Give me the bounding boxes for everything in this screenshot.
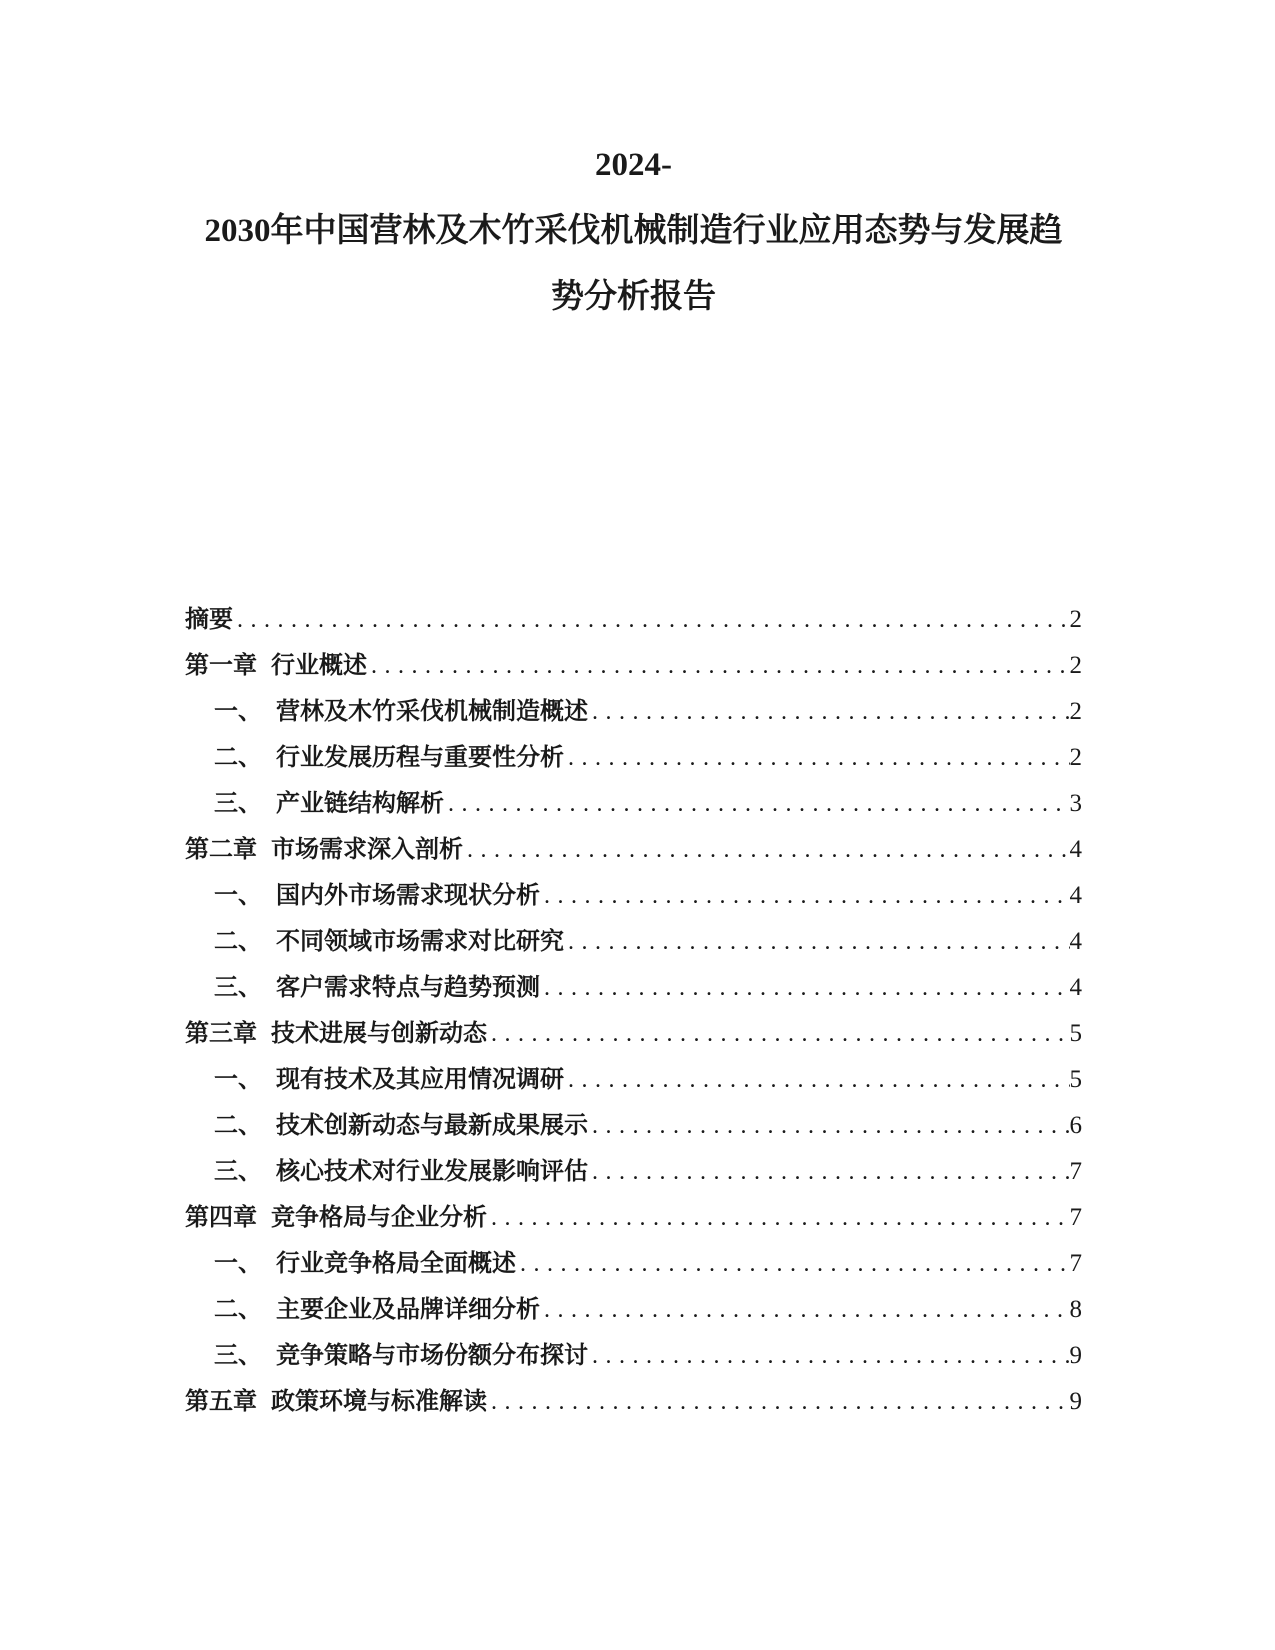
toc-entry-prefix: 三、 [214,790,262,817]
toc-entry-abstract[interactable] [185,597,1082,643]
toc-leader-dots [544,873,1070,919]
document-content [0,132,1275,1425]
toc-entry-prefix: 第三章 [185,1020,257,1047]
toc-page-number: 2 [1069,652,1082,679]
toc-page-number: 2 [1069,744,1082,771]
toc-leader-dots [467,827,1070,873]
report-title [185,132,1082,330]
toc-leader-dots [592,1103,1070,1149]
toc-leader-dots [568,919,1070,965]
toc-page-number: 2 [1069,606,1082,633]
toc-entry-label: 营林及木竹采伐机械制造概述 [276,698,588,725]
toc-leader-dots [491,1011,1070,1057]
toc-entry-prefix: 一、 [214,1250,262,1277]
toc-entry-3-2[interactable] [185,1103,1082,1149]
toc-entry-prefix: 第五章 [185,1388,257,1415]
toc-entry-label: 行业概述 [271,652,367,679]
toc-entry-label: 核心技术对行业发展影响评估 [276,1158,588,1185]
toc-page-number: 7 [1069,1158,1082,1185]
toc-entry-4-2[interactable] [185,1287,1082,1333]
toc-page-number: 8 [1069,1296,1082,1323]
toc-leader-dots [448,781,1070,827]
toc-entry-label: 行业竞争格局全面概述 [276,1250,516,1277]
toc-page-number: 9 [1069,1342,1082,1369]
toc-entry-4-1[interactable] [185,1241,1082,1287]
toc-page-number: 2 [1069,698,1082,725]
toc-leader-dots [491,1195,1070,1241]
toc-entry-3-1[interactable] [185,1057,1082,1103]
toc-entry-chapter-2[interactable] [185,827,1082,873]
toc-page-number: 9 [1069,1388,1082,1415]
toc-entry-label: 技术进展与创新动态 [271,1020,487,1047]
toc-leader-dots [592,689,1070,735]
toc-entry-1-2[interactable] [185,735,1082,781]
toc-page-number: 7 [1069,1250,1082,1277]
toc-page-number: 3 [1069,790,1082,817]
toc-entry-prefix: 第一章 [185,652,257,679]
toc-leader-dots [568,1057,1070,1103]
toc-entry-label: 竞争格局与企业分析 [271,1204,487,1231]
toc-leader-dots [491,1379,1070,1425]
toc-leader-dots [592,1333,1070,1379]
toc-entry-label: 不同领域市场需求对比研究 [276,928,564,955]
toc-page-number: 4 [1069,928,1082,955]
toc-entry-label: 客户需求特点与趋势预测 [276,974,540,1001]
toc-entry-label: 产业链结构解析 [276,790,444,817]
toc-page-number: 4 [1069,836,1082,863]
toc-entry-label: 国内外市场需求现状分析 [276,882,540,909]
toc-entry-label: 政策环境与标准解读 [271,1388,487,1415]
toc-entry-prefix: 一、 [214,882,262,909]
toc-entry-1-1[interactable] [185,689,1082,735]
report-title-line-3: 势分析报告 [551,279,716,315]
toc-entry-chapter-4[interactable] [185,1195,1082,1241]
toc-entry-prefix: 第二章 [185,836,257,863]
toc-entry-prefix: 一、 [214,1066,262,1093]
toc-entry-label: 技术创新动态与最新成果展示 [276,1112,588,1139]
report-title-line-2: 2030年中国营林及木竹采伐机械制造行业应用态势与发展趋 [204,213,1063,249]
table-of-contents [185,597,1082,1425]
toc-entry-chapter-1[interactable] [185,643,1082,689]
toc-leader-dots [520,1241,1070,1287]
toc-entry-label: 市场需求深入剖析 [271,836,463,863]
toc-entry-chapter-3[interactable] [185,1011,1082,1057]
toc-entry-label: 摘要 [185,606,233,633]
toc-entry-2-3[interactable] [185,965,1082,1011]
toc-entry-chapter-5[interactable] [185,1379,1082,1425]
toc-leader-dots [371,643,1070,689]
toc-entry-3-3[interactable] [185,1149,1082,1195]
toc-entry-prefix: 三、 [214,974,262,1001]
toc-entry-prefix: 第四章 [185,1204,257,1231]
toc-entry-label: 现有技术及其应用情况调研 [276,1066,564,1093]
toc-entry-label: 竞争策略与市场份额分布探讨 [276,1342,588,1369]
toc-page-number: 5 [1069,1020,1082,1047]
toc-entry-1-3[interactable] [185,781,1082,827]
toc-entry-prefix: 二、 [214,1112,262,1139]
toc-leader-dots [592,1149,1070,1195]
toc-entry-2-1[interactable] [185,873,1082,919]
toc-entry-label: 主要企业及品牌详细分析 [276,1296,540,1323]
toc-entry-prefix: 三、 [214,1342,262,1369]
toc-page-number: 5 [1069,1066,1082,1093]
toc-entry-label: 行业发展历程与重要性分析 [276,744,564,771]
toc-page-number: 7 [1069,1204,1082,1231]
toc-leader-dots [568,735,1070,781]
toc-entry-prefix: 二、 [214,928,262,955]
toc-entry-2-2[interactable] [185,919,1082,965]
toc-entry-prefix: 二、 [214,744,262,771]
report-title-line-1: 2024- [595,147,672,183]
toc-page-number: 6 [1069,1112,1082,1139]
toc-entry-prefix: 二、 [214,1296,262,1323]
toc-leader-dots [237,597,1070,643]
toc-page-number: 4 [1069,974,1082,1001]
toc-entry-prefix: 三、 [214,1158,262,1185]
toc-page-number: 4 [1069,882,1082,909]
toc-entry-4-3[interactable] [185,1333,1082,1379]
toc-leader-dots [544,1287,1070,1333]
toc-leader-dots [544,965,1070,1011]
toc-entry-prefix: 一、 [214,698,262,725]
